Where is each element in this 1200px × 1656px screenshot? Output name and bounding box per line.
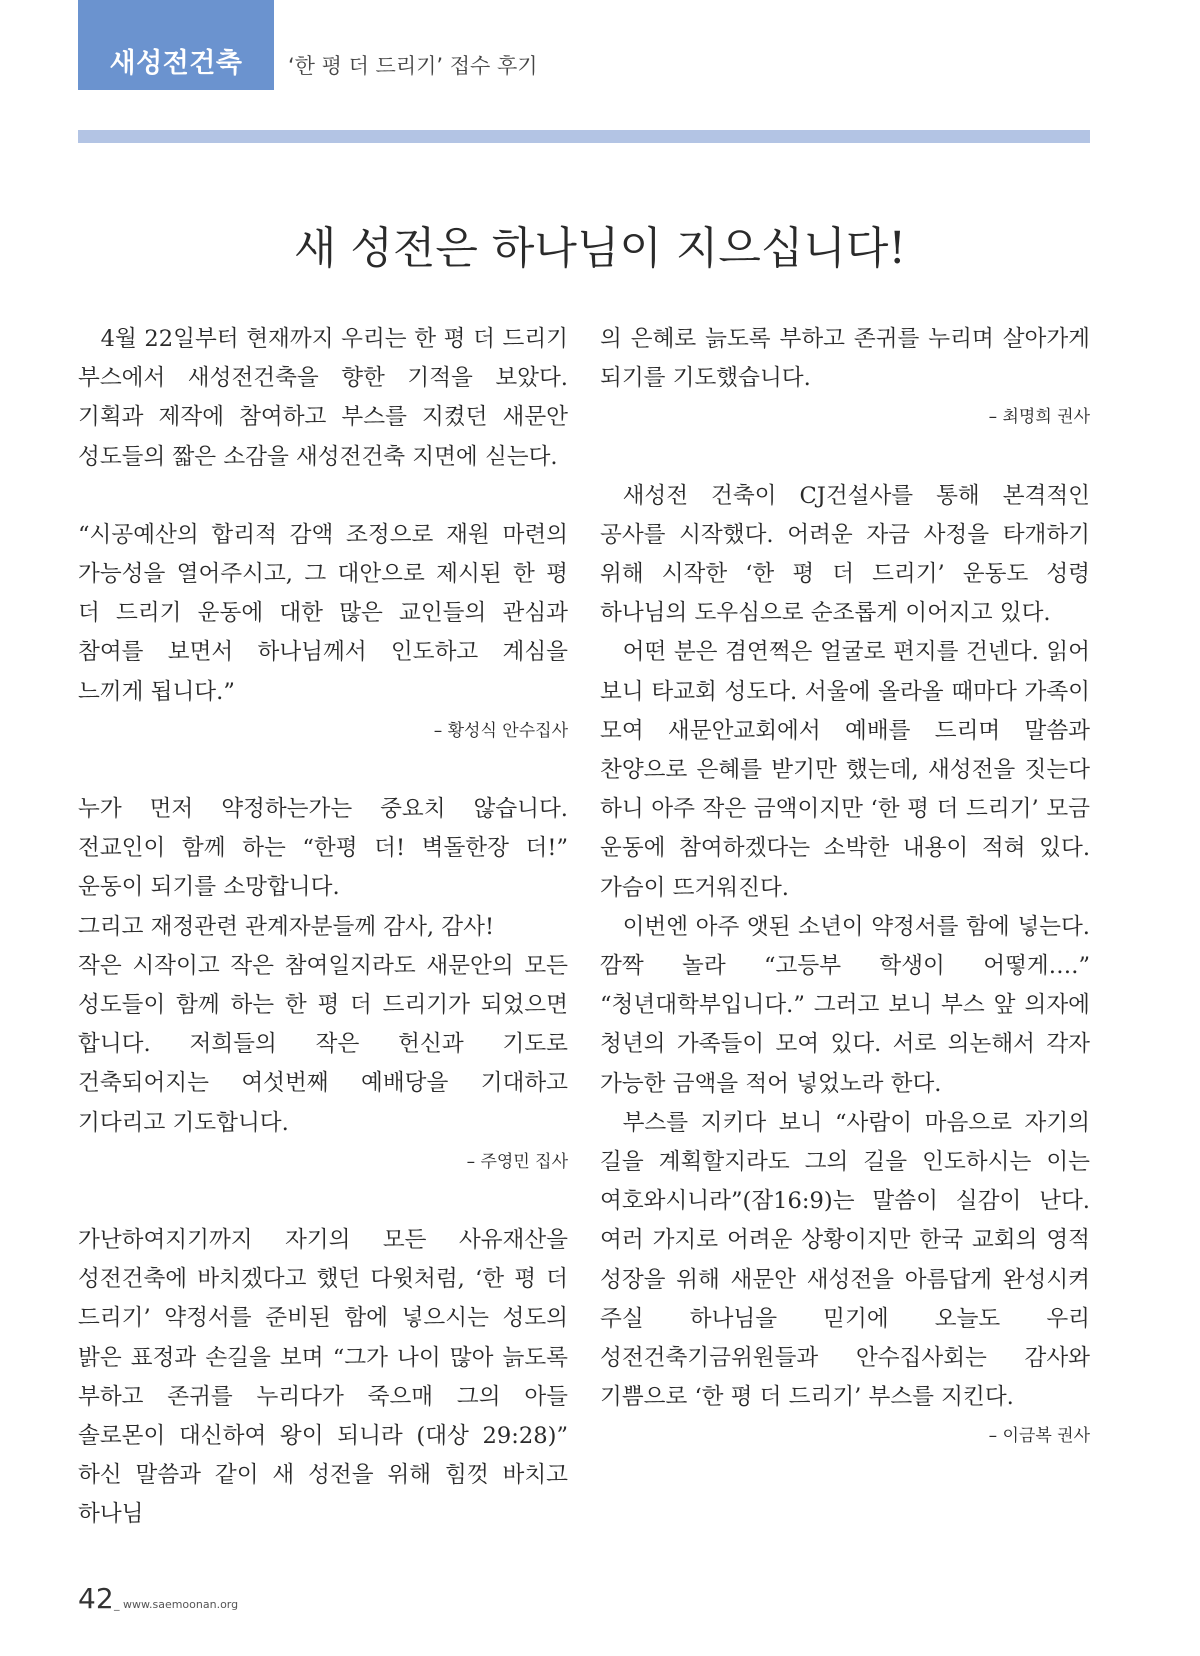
report-paragraph-2: 어떤 분은 겸연쩍은 얼굴로 편지를 건넨다. 읽어 보니 타교회 성도다. 서울에 올라올 때마다 가족이 모여 새문안교회에서 예배를 드리며 말씀과 찬양으로 은혜를 받기만 했는데, 새성전을 짓는다 하니 아주 작은 금액이지만 ‘한 평 더 드리기’ 모금 운동에 참여하겠다는 소박한 내용이 적혀 있다. 가슴이 뜨거워진다. (600, 639, 1090, 901)
page-number: 42 (78, 1582, 114, 1615)
report-paragraph-1: 새성전 건축이 CJ건설사를 통해 본격적인 공사를 시작했다. 어려운 자금 사정을 타개하기 위해 시작한 ‘한 평 더 드리기’ 운동도 성령 하나님의 도우심으로 순조롭게 이어지고 있다. (600, 482, 1090, 627)
report-paragraph-4: 부스를 지키다 보니 “사람이 마음으로 자기의 길을 계획할지라도 그의 길을 인도하시는 이는 여호와시니라”(잠16:9)는 말씀이 실감이 난다. 여러 가지로 어려운 상황이지만 한국 교회의 영적 성장을 위해 새문안 새성전을 아름답게 완성시켜 주실 하나님을 믿기에 오늘도 우리 성전건축기금위원들과 안수집사회는 감사와 기쁨으로 ‘한 평 더 드리기’ 부스를 지킨다. (600, 1109, 1090, 1411)
intro-paragraph: 4월 22일부터 현재까지 우리는 한 평 더 드리기 부스에서 새성전건축을 향한 기적을 보았다. 기획과 제작에 참여하고 부스를 지켰던 새문안 성도들의 짧은 소감을 새성전건축 지면에 싣는다. (78, 326, 568, 470)
testimony-1: “시공예산의 합리적 감액 조정으로 재원 마련의 가능성을 열어주시고, 그 대안으로 제시된 한 평 더 드리기 운동에 대한 많은 교인들의 관심과 참여를 보면서 하나님께서 인도하고 계심을 느끼게 됩니다.” (78, 521, 568, 705)
section-tag: 새성전건축 (78, 0, 274, 90)
section-subtitle: ‘한 평 더 드리기’ 접수 후기 (288, 54, 538, 78)
left-column (78, 320, 568, 1535)
author-4: – 이금복 권사 (988, 1426, 1090, 1447)
testimony-3: 가난하여지기까지 자기의 모든 사유재산을 성전건축에 바치겠다고 했던 다윗처럼, ‘한 평 더 드리기’ 약정서를 준비된 함에 넣으시는 성도의 밝은 표정과 손길을 보며 “그가 나이 많아 늙도록 부하고 존귀를 누리다가 죽으매 그의 아들 솔로몬이 대신하여 왕이 되니라 (대상 29:28)” 하신 말씀과 같이 새 성전을 위해 힘껏 바치고 하나님 (78, 1227, 568, 1528)
header-rule (78, 130, 1090, 143)
testimony-2-part-2: 그리고 재정관련 관계자분들께 감사, 감사! (78, 913, 495, 940)
footer-url: _ www.saemoonan.org (114, 1598, 239, 1611)
author-1: – 황성식 안수집사 (433, 720, 568, 741)
report-paragraph-3: 이번엔 아주 앳된 소년이 약정서를 함에 넣는다. 깜짝 놀라 “고등부 학생이 어떻게….” “청년대학부입니다.” 그러고 보니 부스 앞 의자에 청년의 가족들이 모여 있다. 서로 의논해서 각자 가능한 금액을 적어 넣었노라 한다. (600, 913, 1090, 1097)
author-2: – 주영민 집사 (466, 1151, 568, 1172)
right-column (600, 320, 1090, 1457)
article-title: 새 성전은 하나님이 지으십니다! (293, 223, 907, 274)
author-3: – 최명희 권사 (988, 407, 1090, 428)
testimony-2-part-1: 누가 먼저 약정하는가는 중요치 않습니다. 전교인이 함께 하는 “한평 더! 벽돌한장 더!” 운동이 되기를 소망합니다. (78, 796, 568, 901)
testimony-3-continued: 의 은혜로 늙도록 부하고 존귀를 누리며 살아가게 되기를 기도했습니다. (600, 326, 1090, 392)
testimony-2-part-3: 작은 시작이고 작은 참여일지라도 새문안의 모든 성도들이 함께 하는 한 평 더 드리기가 되었으면 합니다. 저희들의 작은 헌신과 기도로 건축되어지는 여섯번째 예배당을 기대하고 기다리고 기도합니다. (78, 952, 568, 1136)
